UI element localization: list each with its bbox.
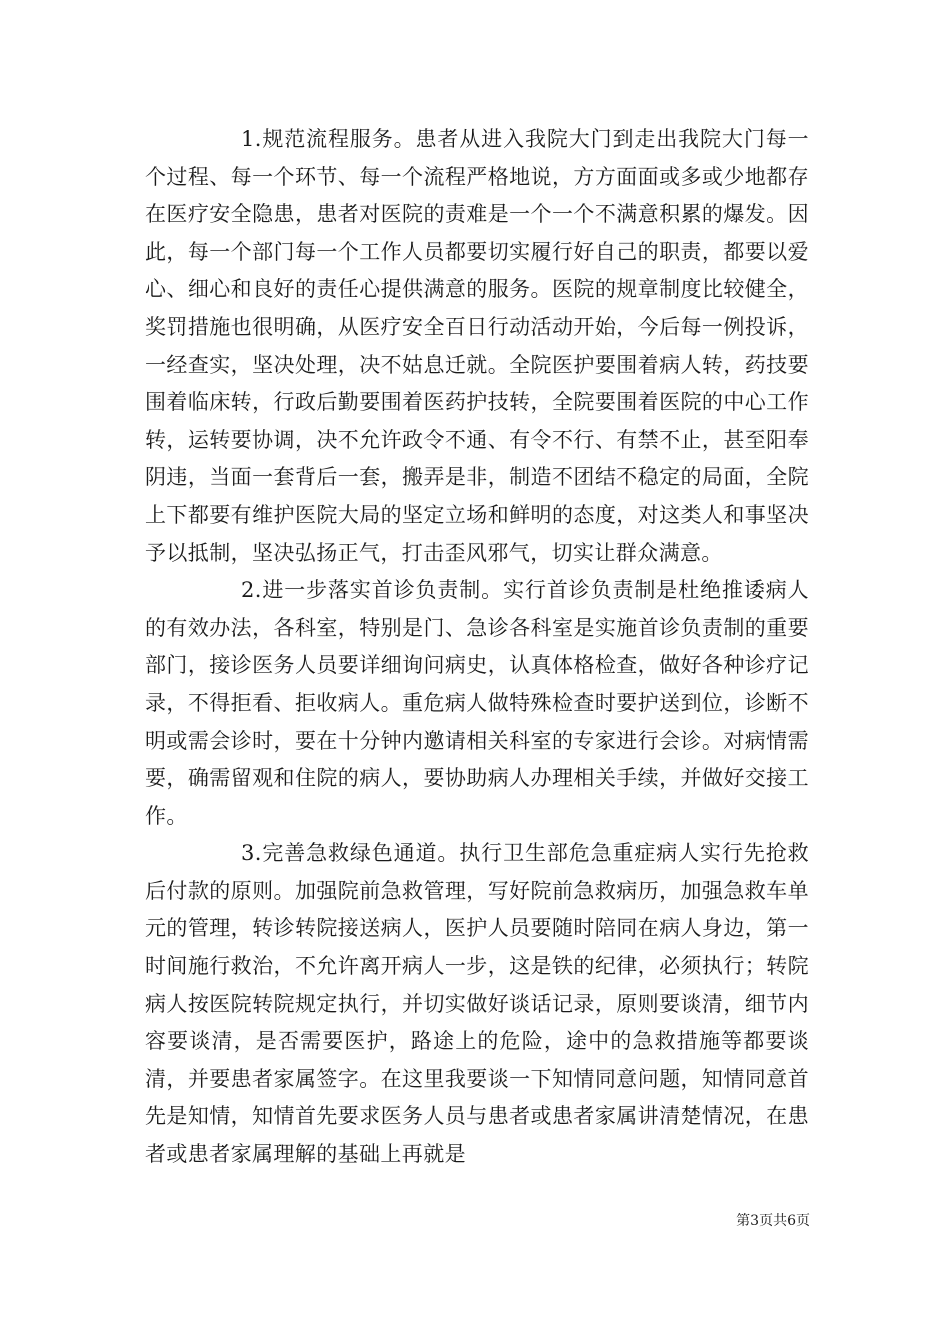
paragraph-2: 2.进一步落实首诊负责制。实行首诊负责制是杜绝推诿病人的有效办法，各科室，特别是门、急诊各科室是实施首诊负责制的重要部门，接诊医务人员要详细询问病史，认真体格检查，做好各种诊疗记录，不得拒看、拒收病人。重危病人做特殊检查时要护送到位，诊断不明或需会诊时，要在十分钟内邀请相关科室的专家进行会诊。对病情需要，确需留观和住院的病人，要协助病人办理相关手续，并做好交接工作。 <box>145 578 809 828</box>
document-body <box>145 121 809 1174</box>
page-number-footer: 第3页共6页 <box>736 1213 810 1229</box>
paragraph-1: 1.规范流程服务。患者从进入我院大门到走出我院大门每一个过程、每一个环节、每一个流程严格地说，方方面面或多或少地都存在医疗安全隐患，患者对医院的责难是一个一个不满意积累的爆发。因此，每一个部门每一个工作人员都要切实履行好自己的职责，都要以爱心、细心和良好的责任心提供满意的服务。医院的规章制度比较健全，奖罚措施也很明确，从医疗安全百日行动活动开始，今后每一例投诉，一经查实，坚决处理，决不姑息迁就。全院医护要围着病人转，药技要围着临床转，行政后勤要围着医药护技转，全院要围着医院的中心工作转，运转要协调，决不允许政令不通、有令不行、有禁不止，甚至阳奉阴违，当面一套背后一套，搬弄是非，制造不团结不稳定的局面，全院上下都要有维护医院大局的坚定立场和鲜明的态度，对这类人和事坚决予以抵制，坚决弘扬正气，打击歪风邪气，切实让群众满意。 <box>145 127 809 565</box>
paragraph-3: 3.完善急救绿色通道。执行卫生部危急重症病人实行先抢救后付款的原则。加强院前急救管理，写好院前急救病历，加强急救车单元的管理，转诊转院接送病人，医护人员要随时陪同在病人身边，第一时间施行救治，不允许离开病人一步，这是铁的纪律，必须执行；转院病人按医院转院规定执行，并切实做好谈话记录，原则要谈清，细节内容要谈清，是否需要医护，路途上的危险，途中的急救措施等都要谈清，并要患者家属签字。在这里我要谈一下知情同意问题，知情同意首先是知情，知情首先要求医务人员与患者或患者家属讲清楚情况，在患者或患者家属理解的基础上再就是 <box>145 841 809 1167</box>
